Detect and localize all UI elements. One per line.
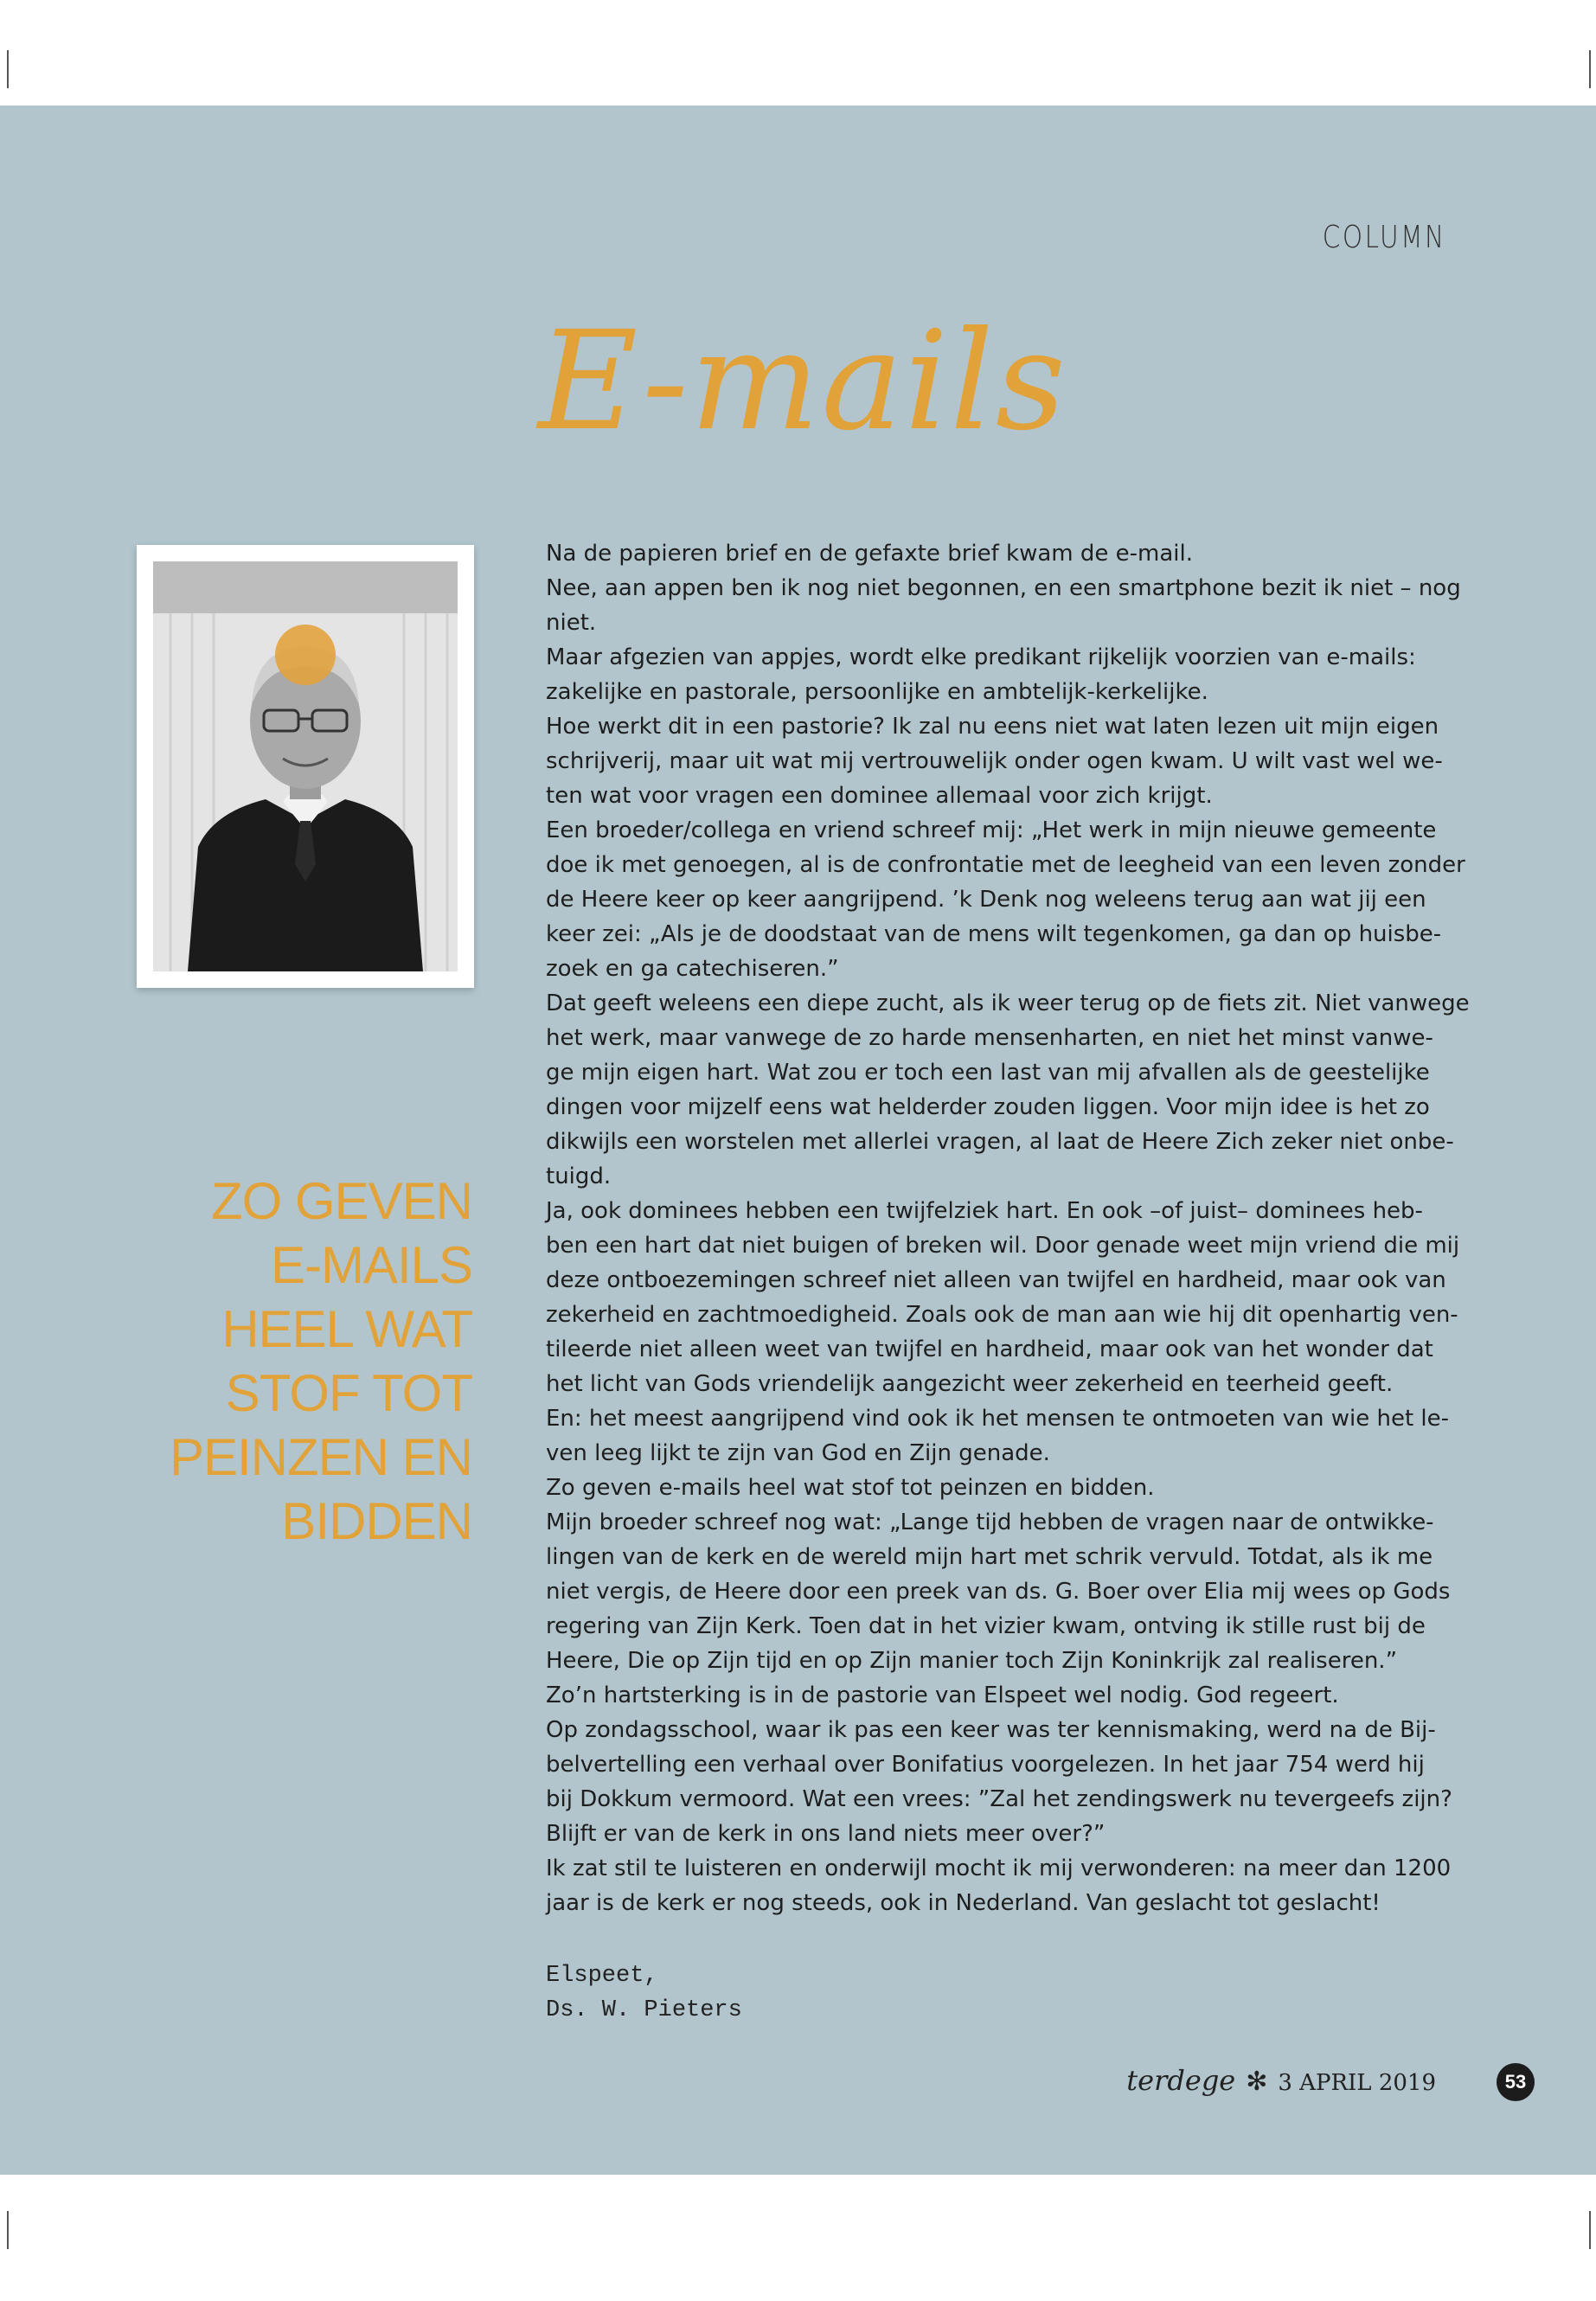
crop-mark-top-left (7, 50, 9, 88)
body-line: Zo geven e-mails heel wat stof tot peinzen en bidden. (546, 1475, 1155, 1501)
body-line: ben een hart dat niet buigen of breken wil. Door genade weet mijn vriend die mij (546, 1233, 1460, 1259)
signature-place: Elspeet, (546, 1963, 658, 1989)
pull-quote-line: ZO GEVEN (210, 1172, 472, 1230)
body-line: dingen voor mijzelf eens wat helderder zouden liggen. Voor mijn idee is het zo (546, 1094, 1430, 1120)
body-line: jaar is de kerk er nog steeds, ook in Nederland. Van geslacht tot geslacht! (546, 1890, 1381, 1916)
pull-quote-line: BIDDEN (281, 1492, 472, 1550)
pull-quote-line: PEINZEN EN (169, 1428, 472, 1486)
body-line: Ik zat stil te luisteren en onderwijl mocht ik mij verwonderen: na meer dan 1200 (546, 1856, 1452, 1881)
body-line: doe ik met genoegen, al is de confrontatie met de leegheid van een leven zonder (546, 852, 1465, 878)
pull-quote-line: STOF TOT (225, 1364, 472, 1422)
signature-name: Ds. W. Pieters (546, 1997, 742, 2023)
body-line: zoek en ga catechiseren.” (546, 956, 839, 982)
body-line: Nee, aan appen ben ik nog niet begonnen, en een smartphone bezit ik niet – nog (546, 575, 1461, 601)
body-line: Mijn broeder schreef nog wat: „Lange tijd hebben de vragen naar de ontwikke- (546, 1509, 1434, 1535)
body-line: belvertelling een verhaal over Bonifatius voorgelezen. In het jaar 754 werd hij (546, 1752, 1425, 1778)
pull-quote-line: HEEL WAT (221, 1300, 472, 1358)
body-line: Maar afgezien van appjes, wordt elke predikant rijkelijk voorzien van e-mails: (546, 644, 1416, 670)
body-line: Blijft er van de kerk in ons land niets meer over?” (546, 1821, 1106, 1847)
crop-mark-bottom-left (7, 2211, 9, 2249)
body-line: zakelijke en pastorale, persoonlijke en ambtelijk-kerkelijke. (546, 679, 1208, 705)
crop-mark-bottom-right (1589, 2211, 1591, 2249)
body-line: En: het meest aangrijpend vind ook ik het mensen te ontmoeten van wie het le- (546, 1406, 1450, 1432)
pin-dot (275, 625, 336, 685)
body-line: keer zei: „Als je de doodstaat van de mens wilt tegenkomen, ga dan op huisbe- (546, 921, 1442, 947)
body-line: bij Dokkum vermoord. Wat een vrees: ”Zal het zendingswerk nu tevergeefs zijn? (546, 1786, 1452, 1812)
body-line: het licht van Gods vriendelijk aangezicht weer zekerheid en teerheid geeft. (546, 1371, 1394, 1397)
body-line: ge mijn eigen hart. Wat zou er toch een last van mij afvallen als de geestelijke (546, 1060, 1430, 1086)
body-line: lingen van de kerk en de wereld mijn hart met schrik vervuld. Totdat, als ik me (546, 1544, 1433, 1570)
body-line: schrijverij, maar uit wat mij vertrouwelijk onder ogen kwam. U wilt vast wel we- (546, 748, 1443, 774)
author-photo-frame (137, 545, 474, 988)
body-line: zekerheid en zachtmoedigheid. Zoals ook de man aan wie hij dit openhartig ven- (546, 1302, 1458, 1328)
body-line: niet vergis, de Heere door een preek van ds. G. Boer over Elia mij wees op Gods (546, 1579, 1451, 1605)
body-line: Op zondagsschool, waar ik pas een keer was ter kennismaking, werd na de Bij- (546, 1717, 1436, 1743)
body-line: Een broeder/collega en vriend schreef mij: „Het werk in mijn nieuwe gemeente (546, 817, 1437, 843)
article-body (546, 536, 1470, 1920)
body-line: Zo’n hartsterking is in de pastorie van Elspeet wel nodig. God regeert. (546, 1682, 1339, 1708)
pull-quote (138, 1170, 472, 1554)
author-photo (153, 561, 458, 971)
body-line: dikwijls een worstelen met allerlei vragen, al laat de Heere Zich zeker niet onbe- (546, 1129, 1454, 1155)
magazine-brand: terdege (1126, 2064, 1236, 2097)
body-line: deze ontboezemingen schreef niet alleen van twijfel en hardheid, maar ook van (546, 1267, 1446, 1293)
page-footer (1125, 2064, 1436, 2097)
body-line: Hoe werkt dit in een pastorie? Ik zal nu eens niet wat laten lezen uit mijn eigen (546, 714, 1439, 740)
signature (546, 1958, 742, 2028)
issue-date: 3 APRIL 2019 (1278, 2070, 1436, 2096)
body-line: Heere, Die op Zijn tijd en op Zijn manier toch Zijn Koninkrijk zal realiseren.” (546, 1648, 1398, 1674)
body-line: niet. (546, 610, 597, 636)
body-line: Dat geeft weleens een diepe zucht, als ik weer terug op de fiets zit. Niet vanwege (546, 990, 1470, 1016)
body-line: Na de papieren brief en de gefaxte brief kwam de e-mail. (546, 541, 1193, 567)
page-number: 53 (1497, 2063, 1535, 2101)
body-line: de Heere keer op keer aangrijpend. ’k Denk nog weleens terug aan wat jij een (546, 887, 1426, 913)
author-portrait-image (153, 561, 458, 971)
crop-mark-top-right (1589, 50, 1591, 88)
body-line: tuigd. (546, 1163, 612, 1189)
asterisk-icon: ✻ (1246, 2067, 1268, 2097)
section-label: COLUMN (1322, 220, 1446, 255)
body-line: regering van Zijn Kerk. Toen dat in het vizier kwam, ontving ik stille rust bij de (546, 1613, 1426, 1639)
body-line: ven leeg lijkt te zijn van God en Zijn genade. (546, 1440, 1050, 1466)
body-line: tileerde niet alleen weet van twijfel en hardheid, maar ook van het wonder dat (546, 1336, 1433, 1362)
body-line: Ja, ook dominees hebben een twijfelziek hart. En ook –of juist– dominees heb- (546, 1198, 1423, 1224)
pull-quote-line: E-MAILS (270, 1236, 472, 1294)
body-line: het werk, maar vanwege de zo harde mensenharten, en niet het minst vanwe- (546, 1025, 1433, 1051)
body-line: ten wat voor vragen een dominee allemaal voor zich krijgt. (546, 783, 1213, 809)
page-title: E-mails (538, 302, 1067, 461)
